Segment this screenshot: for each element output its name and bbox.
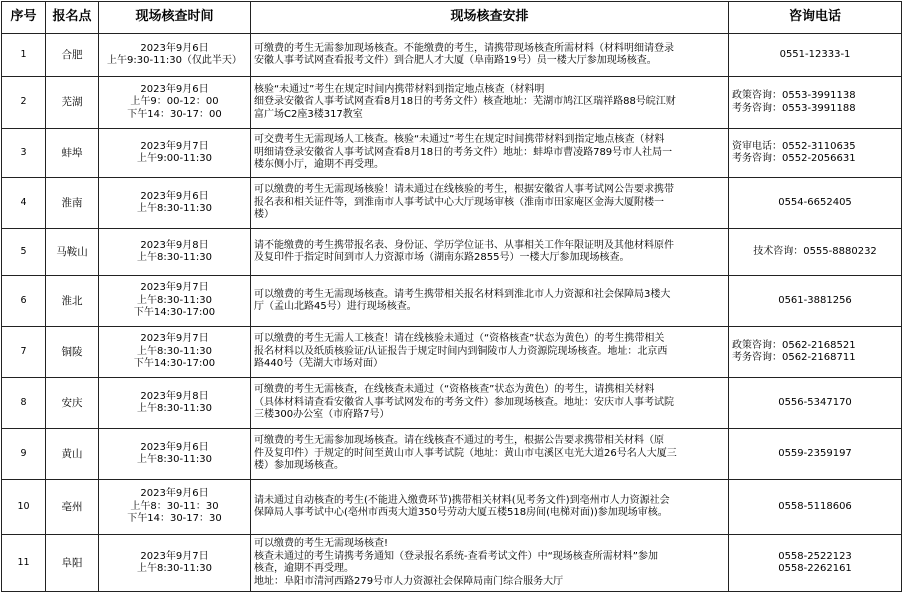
time-line: 下午14：30-17：00 [127, 108, 222, 120]
time-line: 上午8:30-11:30 [137, 345, 212, 357]
table-row [2, 129, 902, 178]
arrangement-line: 请不能缴费的考生携带报名表、身份证、学历学位证书、从事相关工作年限证明及其他材料原件 [254, 239, 674, 251]
arrangement-line: 及复印件于指定时间到市人力资源市场（湖南东路2855号）一楼大厅参加现场核查。 [254, 252, 630, 263]
time-line: 上午8:30-11:30 [137, 294, 212, 306]
arrangement-line: 细登录安徽省人事考试网查看8月18日的考务文件）核查地址：芜湖市鸠江区瑞祥路88号皖江财 [254, 96, 676, 108]
arrangement-line: 可缴费的考生无需参加现场核查。不能缴费的考生，请携带现场核查所需材料（材料明细请登录 [254, 42, 674, 54]
arrangement-line: 楼东侧小厅，逾期不再受理。 [254, 159, 384, 171]
row-phone [729, 276, 902, 327]
time-line: 下午14:30-17:00 [133, 307, 216, 319]
verification-schedule-table [1, 1, 902, 592]
row-no: 1 [2, 34, 46, 77]
time-line: 2023年9月8日 [140, 390, 209, 402]
arrangement-line: 厅（孟山北路45号）进行现场核查。 [254, 301, 417, 312]
arrangement-line: 请未通过自动核查的考生(不能进入缴费环节)携带相关材料(见考务文件)到亳州市人力资源社会 [254, 494, 670, 506]
phone-line: 0551-12333-1 [779, 48, 851, 60]
row-phone [729, 178, 902, 229]
time-line: 上午8:30-11:30 [137, 403, 212, 414]
table-row [2, 34, 902, 77]
phone-line: 考务咨询：0562-2168711 [732, 352, 856, 363]
arrangement-line: 核验“未通过”考生在规定时间内携带材料到指定地点核查（材料明 [254, 83, 545, 95]
row-time [99, 276, 251, 327]
table-row [2, 327, 902, 378]
row-time [99, 327, 251, 378]
arrangement-line: 可缴费的考生无需参加现场核查。请在线核查不通过的考生，根据公告要求携带相关材料（原 [254, 435, 664, 447]
arrangement-line: 可缴费的考生无需核查，在线核查未通过（“资格核查”状态为黄色）的考生，请携相关材料 [254, 384, 655, 396]
row-phone [729, 480, 902, 535]
phone-line: 考务咨询：0552-2056631 [732, 153, 856, 164]
row-no: 9 [2, 429, 46, 480]
row-time [99, 229, 251, 276]
row-no: 4 [2, 178, 46, 229]
arrangement-line: 核查未通过的考生请携考务通知（登录报名系统-查看考试文件）中“现场核查所需材料”参加 [254, 550, 658, 562]
time-line: 2023年9月8日 [140, 239, 209, 251]
arrangement-line: 地址：阜阳市清河西路279号市人力资源社会保障局南门综合服务大厅 [254, 575, 564, 587]
arrangement-line: 安徽人事考试网查看报考文件）到合肥人才大厦（阜南路19号）员一楼大厅参加现场核查。 [254, 55, 657, 66]
row-location: 合肥 [46, 34, 99, 77]
row-time [99, 129, 251, 178]
time-line: 2023年9月7日 [140, 550, 209, 562]
time-line: 上午8:30-11:30 [137, 252, 212, 263]
table-row [2, 276, 902, 327]
time-line: 上午9：00-12：00 [130, 96, 219, 108]
row-time [99, 429, 251, 480]
row-arrangement [251, 276, 729, 327]
row-no: 3 [2, 129, 46, 178]
row-no: 5 [2, 229, 46, 276]
phone-line: 0561-3881256 [778, 294, 852, 306]
row-phone [729, 129, 902, 178]
table-row [2, 429, 902, 480]
row-location: 铜陵 [46, 327, 99, 378]
phone-line: 0554-6652405 [778, 196, 852, 208]
arrangement-line: 件及复印件）于规定的时间至黄山市人事考试院（地址：黄山市屯溪区屯光大道26号名人大厦三 [254, 447, 677, 459]
arrangement-line: 报名材料以及纸质核验证/认证报告于规定时间内到铜陵市人力资源院现场核查。地址：北京西 [254, 345, 668, 357]
arrangement-line: 楼）参加现场核查。 [254, 460, 344, 472]
time-line: 2023年9月6日 [140, 83, 209, 95]
arrangement-line: （具体材料请查看安徽省人事考试网发布的考务文件）参加现场核查。地址：安庆市人事考试院 [254, 396, 674, 408]
row-arrangement [251, 327, 729, 378]
row-arrangement [251, 378, 729, 429]
phone-line: 技术咨询：0555-8880232 [753, 245, 877, 257]
header-row [2, 2, 902, 34]
row-location: 马鞍山 [46, 229, 99, 276]
arrangement-line: 报名表和相关证件等，到淮南市人事考试中心大厅现场审核（淮南市田家庵区金海大厦附楼一 [254, 196, 664, 208]
time-line: 上午8:30-11:30 [137, 563, 212, 574]
phone-line: 0558-5118606 [778, 500, 852, 512]
row-location: 黄山 [46, 429, 99, 480]
row-time [99, 34, 251, 77]
row-arrangement [251, 480, 729, 535]
row-arrangement [251, 429, 729, 480]
phone-line: 0559-2359197 [778, 447, 852, 459]
phone-line: 0558-2522123 [778, 550, 852, 562]
row-arrangement [251, 34, 729, 77]
row-time [99, 77, 251, 129]
row-no: 2 [2, 77, 46, 129]
row-phone [729, 229, 902, 276]
phone-line: 0556-5347170 [778, 396, 852, 408]
time-line: 上午8:30-11:30 [137, 203, 212, 214]
table-row [2, 378, 902, 429]
table-row [2, 229, 902, 276]
row-arrangement [251, 129, 729, 178]
row-location: 淮北 [46, 276, 99, 327]
row-no: 8 [2, 378, 46, 429]
row-phone [729, 429, 902, 480]
phone-line: 政策咨询：0562-2168521 [732, 339, 856, 351]
header-arrangement: 现场核查安排 [251, 2, 729, 34]
arrangement-line: 可以缴费的考生无需现场核查! [254, 538, 389, 549]
arrangement-line: 保障局人事考试中心(亳州市西夷大道350号劳动大厦五楼518房间(电梯对面))参加现场审核。 [254, 507, 668, 518]
phone-line: 0558-2262161 [778, 563, 852, 574]
arrangement-line: 三楼300办公室（市府路7号） [254, 409, 390, 421]
header-phone: 咨询电话 [729, 2, 902, 34]
time-line: 下午14：30-17：30 [127, 513, 222, 525]
time-line: 2023年9月6日 [140, 42, 209, 54]
row-phone [729, 378, 902, 429]
row-no: 6 [2, 276, 46, 327]
arrangement-line: 可以缴费的考生无需现场核验！请未通过在线核验的考生，根据安徽省人事考试网公告要求携带 [254, 184, 674, 196]
arrangement-line: 可以缴费的考生无需人工核查！请在线核验未通过（“资格核查”状态为黄色）的考生携带相关 [254, 333, 665, 345]
arrangement-line: 明细请登录安徽省人事考试网查看8月18日的考务文件）地址：蚌埠市曹凌路789号市人社局一 [254, 146, 673, 158]
arrangement-line: 可以缴费的考生无需现场核查。请考生携带相关报名材料到淮北市人力资源和社会保障局3楼大 [254, 288, 671, 300]
row-arrangement [251, 77, 729, 129]
arrangement-line: 富广场C2座3楼317教室 [254, 108, 363, 120]
row-arrangement [251, 178, 729, 229]
phone-line: 政策咨询：0553-3991138 [732, 90, 856, 101]
time-line: 2023年9月7日 [140, 140, 209, 152]
row-phone [729, 327, 902, 378]
header-no: 序号 [2, 2, 46, 34]
row-phone [729, 77, 902, 129]
time-line: 上午9:30-11:30（仅此半天） [107, 55, 242, 66]
row-arrangement [251, 229, 729, 276]
time-line: 上午9:00-11:30 [137, 153, 212, 164]
row-no: 10 [2, 480, 46, 535]
table-row [2, 480, 902, 535]
row-location: 芜湖 [46, 77, 99, 129]
time-line: 上午8：30-11：30 [130, 500, 219, 512]
time-line: 2023年9月6日 [140, 488, 209, 500]
time-line: 2023年9月6日 [140, 441, 209, 453]
time-line: 2023年9月6日 [140, 190, 209, 202]
arrangement-line: 可交费考生无需现场人工核查。核验“未通过”考生在规定时间携带材料到指定地点核查（材料 [254, 134, 665, 146]
row-time [99, 378, 251, 429]
phone-line: 考务咨询：0553-3991188 [732, 102, 856, 114]
arrangement-line: 路440号（芜湖大市场对面） [254, 358, 384, 370]
arrangement-line: 核查，逾期不再受理。 [254, 563, 354, 574]
row-time [99, 178, 251, 229]
phone-line: 资审电话：0552-3110635 [732, 140, 856, 152]
row-location: 阜阳 [46, 535, 99, 592]
arrangement-line: 楼） [254, 209, 274, 221]
header-time: 现场核查时间 [99, 2, 251, 34]
row-no: 7 [2, 327, 46, 378]
table-row [2, 77, 902, 129]
time-line: 2023年9月7日 [140, 282, 209, 294]
row-location: 安庆 [46, 378, 99, 429]
row-location: 淮南 [46, 178, 99, 229]
time-line: 上午8:30-11:30 [137, 454, 212, 465]
table-row [2, 178, 902, 229]
row-location: 亳州 [46, 480, 99, 535]
row-phone [729, 34, 902, 77]
row-location: 蚌埠 [46, 129, 99, 178]
header-location: 报名点 [46, 2, 99, 34]
row-time [99, 480, 251, 535]
row-no: 11 [2, 535, 46, 592]
time-line: 下午14:30-17:00 [133, 358, 216, 370]
time-line: 2023年9月7日 [140, 333, 209, 345]
